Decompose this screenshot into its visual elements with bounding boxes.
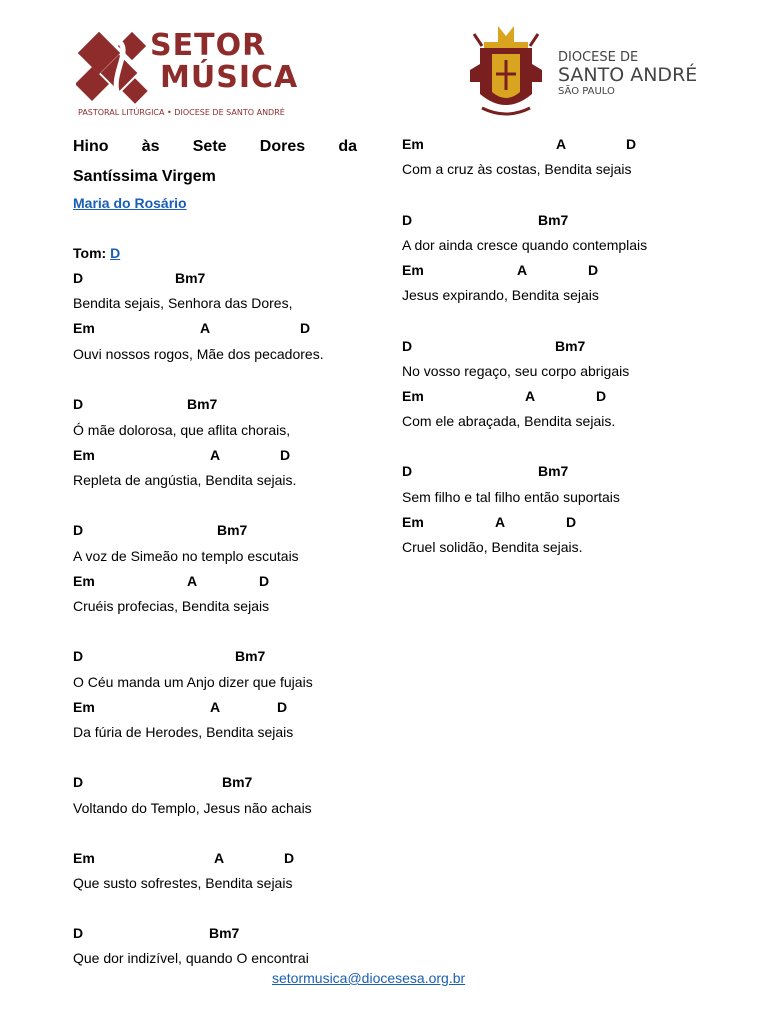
chord: Em bbox=[402, 514, 424, 530]
chord-line bbox=[402, 212, 702, 230]
song-title-line2: Santíssima Virgem bbox=[73, 168, 216, 185]
chord: D bbox=[402, 463, 413, 479]
lyric-line: Cruéis profecias, Bendita sejais bbox=[73, 598, 270, 614]
chord-line bbox=[402, 514, 702, 532]
chord: D bbox=[73, 270, 84, 286]
chord-line bbox=[73, 925, 373, 943]
chord: Em bbox=[402, 262, 424, 278]
chord: A bbox=[525, 388, 536, 404]
chord: D bbox=[73, 396, 84, 412]
lyric-line: No vosso regaço, seu corpo abrigais bbox=[402, 363, 630, 379]
lyric-line: Da fúria de Herodes, Bendita sejais bbox=[73, 724, 294, 740]
chord: Bm7 bbox=[538, 463, 569, 479]
chord: Bm7 bbox=[175, 270, 206, 286]
lyric-line: Ouvi nossos rogos, Mãe dos pecadores. bbox=[73, 346, 324, 362]
chord: Bm7 bbox=[538, 212, 569, 228]
diocese-line2: SANTO ANDRÉ bbox=[558, 64, 698, 86]
chord-line bbox=[73, 850, 373, 868]
diocese-line1: DIOCESE DE bbox=[558, 50, 639, 65]
lyric-line: A dor ainda cresce quando contemplais bbox=[402, 237, 648, 253]
chord: D bbox=[73, 774, 84, 790]
chord: Bm7 bbox=[222, 774, 253, 790]
logo-line1: SETOR bbox=[150, 28, 267, 63]
song-title-line1: Hino às Sete Dores da bbox=[73, 138, 357, 155]
chord-line bbox=[402, 136, 702, 154]
chord: Bm7 bbox=[209, 925, 240, 941]
chord-line bbox=[73, 270, 373, 288]
lyric-line: Que susto sofrestes, Bendita sejais bbox=[73, 875, 293, 891]
diocese-crest-icon bbox=[462, 24, 552, 124]
chord: Em bbox=[402, 136, 424, 152]
chord: D bbox=[626, 136, 637, 152]
key-value-link[interactable]: D bbox=[110, 245, 121, 261]
lyric-line: Bendita sejais, Senhora das Dores, bbox=[73, 295, 293, 311]
song-title bbox=[73, 132, 357, 192]
chord: A bbox=[214, 850, 225, 866]
diocese-logo bbox=[462, 24, 702, 124]
chord: A bbox=[517, 262, 528, 278]
chord-line bbox=[73, 648, 373, 666]
chord: D bbox=[73, 522, 84, 538]
logo-tagline: PASTORAL LITÚRGICA • DIOCESE DE SANTO ANDRÉ bbox=[78, 108, 285, 117]
chord: Em bbox=[73, 850, 95, 866]
chord-line bbox=[73, 522, 373, 540]
song-author-link[interactable]: Maria do Rosário bbox=[73, 195, 187, 211]
chord: Em bbox=[73, 699, 95, 715]
chord: Bm7 bbox=[217, 522, 248, 538]
chord: Bm7 bbox=[555, 338, 586, 354]
chord: A bbox=[200, 320, 211, 336]
chord: Em bbox=[402, 388, 424, 404]
chord-line bbox=[402, 388, 702, 406]
lyric-line: Cruel solidão, Bendita sejais. bbox=[402, 539, 583, 555]
chord: Bm7 bbox=[187, 396, 218, 412]
footer-email-link[interactable]: setormusica@diocesesa.org.br bbox=[272, 970, 466, 986]
chord: D bbox=[596, 388, 607, 404]
chord: A bbox=[556, 136, 567, 152]
chord-line bbox=[73, 573, 373, 591]
chord: D bbox=[284, 850, 295, 866]
chord: A bbox=[210, 447, 221, 463]
lyric-line: Repleta de angústia, Bendita sejais. bbox=[73, 472, 297, 488]
chord: A bbox=[495, 514, 506, 530]
chord: D bbox=[588, 262, 599, 278]
chord-line bbox=[73, 396, 373, 414]
chord: Em bbox=[73, 447, 95, 463]
lyric-line: Voltando do Templo, Jesus não achais bbox=[73, 800, 312, 816]
lyric-line: Que dor indizível, quando O encontrai bbox=[73, 950, 309, 966]
chord: A bbox=[187, 573, 198, 589]
chord: D bbox=[566, 514, 577, 530]
chord-line bbox=[73, 699, 373, 717]
chord: Bm7 bbox=[235, 648, 266, 664]
setor-musica-logo bbox=[76, 28, 299, 120]
chord: D bbox=[402, 212, 413, 228]
lyric-line: Jesus expirando, Bendita sejais bbox=[402, 287, 599, 303]
chord: D bbox=[259, 573, 270, 589]
song-key bbox=[73, 245, 120, 261]
chord: D bbox=[300, 320, 311, 336]
chord: Em bbox=[73, 320, 95, 336]
chord-line bbox=[73, 774, 373, 792]
diocese-line3: SÃO PAULO bbox=[558, 86, 615, 97]
chord: D bbox=[73, 648, 84, 664]
chord: D bbox=[73, 925, 84, 941]
chord-line bbox=[402, 262, 702, 280]
lyric-line: O Céu manda um Anjo dizer que fujais bbox=[73, 674, 313, 690]
chord: D bbox=[280, 447, 291, 463]
chord-line bbox=[402, 338, 702, 356]
chord: Em bbox=[73, 573, 95, 589]
chord: A bbox=[210, 699, 221, 715]
lyric-line: Ó mãe dolorosa, que aflita chorais, bbox=[73, 422, 291, 438]
chord-line bbox=[402, 463, 702, 481]
chord: D bbox=[277, 699, 288, 715]
logo-line2: MÚSICA bbox=[160, 60, 299, 95]
key-label: Tom: bbox=[73, 245, 107, 261]
lyric-line: Sem filho e tal filho então suportais bbox=[402, 489, 620, 505]
chord-line bbox=[73, 447, 373, 465]
chord-line bbox=[73, 320, 373, 338]
lyric-line: A voz de Simeão no templo escutais bbox=[73, 548, 299, 564]
chord: D bbox=[402, 338, 413, 354]
lyric-line: Com ele abraçada, Bendita sejais. bbox=[402, 413, 616, 429]
lyric-line: Com a cruz às costas, Bendita sejais bbox=[402, 161, 632, 177]
